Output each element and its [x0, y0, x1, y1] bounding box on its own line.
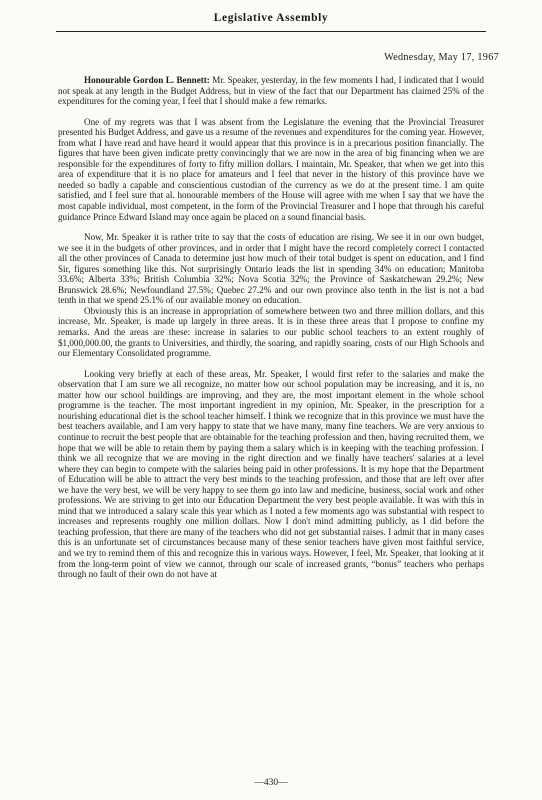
session-date: Wednesday, May 17, 1967: [384, 52, 499, 63]
paragraph-text: Looking very briefly at each of these areas, Mr. Speaker, I would first refer to the salaries and make the observation that I am sure we all recognize, no matter how our school population may be increasing, and it is, no matter how our school buildings are improving, and they are, the most important element in the whole school programme is the teacher. The most important ingredient in my opinion, Mr. Speaker, in the prescription for a nourishing educational diet is the school teacher himself. I think we recognize that in this province we must have the best teachers available, and I am very happy to state that we have many, many fine teachers. We are very anxious to continue to recruit the best people that are obtainable for the teaching profession and then, having recruited them, we hope that we will be able to retain them by paying them a salary which is in keeping with the teaching profession. I think we all recognize that we are moving in the right direction and we finally have teachers' salaries at a level where they can begin to compete with the salaries being paid in other professions. It is my hope that the Department of Education will be able to attract the very best minds to the teaching profession, and those that are left over after we have the very best, we will be very happy to see them go into law and medicine, business, social work and other professions. We are striving to get into our Education Department the very best people available. It was with this in mind that we introduced a salary scale this year which as I noted a few moments ago was substantial with respect to increases and represents roughly one million dollars. Now I don't mind admitting publicly, as I did before the teaching profession, that there are many of the teachers who did not get substantial raises. I admit that in many cases this is an unfortunate set of circumstances because many of these senior teachers have given most faithful service, and we try to remind them of this and recognize this in various ways. However, I feel, Mr. Speaker, that looking at it from the long-term point of view we cannot, through our scale of increased grants, “bonus” teachers who perhaps through no fault of their own do not have at: [58, 368, 484, 580]
paragraph: [58, 369, 484, 580]
page-number: —430—: [254, 778, 288, 788]
paragraph-text: Mr. Speaker, yesterday, in the few moments I had, I indicated that I would not speak at any length in the Budget Address, but in view of the fact that our Department has claimed 25% of the expenditures for the coming year, I feel that I should make a few remarks.: [58, 75, 484, 107]
paragraph-text: One of my regrets was that I was absent from the Legislature the evening that the Provincial Treasurer presented his Budget Address, and gave us a resume of the revenues and expenditures for the coming year. However, from what I have read and have heard it would appear that this province is in a precarious position financially. The figures that have been given indicate pretty convincingly that we are now in the area of big financing when we are responsible for the expenditures of forty to fifty million dollars. I maintain, Mr. Speaker, that when we get into this area of expenditure that it is no place for amateurs and I feel that never in the history of this province have we needed so badly a capable and conscientious custodian of the currency as we do at the present time. I am quite satisfied, and I feel sure that al. honourable members of the House will agree with me when I say that we have the most capable individual, most competent, in the form of the Provincial Treasurer and I hope that through his careful guidance Prince Edward Island may once again be placed on a sound financial basis.: [58, 116, 484, 222]
paragraph: [58, 117, 484, 222]
paragraph: [58, 306, 484, 359]
running-header: Legislative Assembly: [213, 12, 329, 24]
paragraph-text: Now, Mr. Speaker it is rather trite to say that the costs of education are rising. We see it in our own budget, we see it in the budgets of other provinces, and in order that I might have the record completely correct I contacted all the other provinces of Canada to determine just how much of their total budget is spent on education, and I find Sir, figures something like this. Not surprisingly Ontario leads the list in spending 34% on education; Manitoba 33.6%; Alberta 33%; British Columbia 32%; Nova Scotia 32%; the Province of Saskatchewan 29.2%; New Brunswick 28.6%; Newfoundland 27.5%; Quebec 27.2% and our own province also tenth in the list is not a bad tenth in that we spend 25.1% of our available money on education.: [58, 232, 484, 306]
speaker-name: Honourable Gordon L. Bennett:: [84, 75, 210, 85]
body-text: [58, 75, 484, 590]
paragraph-text: Obviously this is an increase in appropriation of somewhere between two and three million dollars, and this increase, Mr. Speaker, is made up largely in three areas. It is in these three areas that I propose to confine my remarks. And the areas are these: increase in salaries to our public school teachers to an extent roughly of $1,000,000.00, the grants to Universities, and thirdly, the soaring, and rapidly soaring, costs of our High Schools and our Elementary Consolidated programme.: [58, 305, 484, 359]
header-rule: [56, 31, 486, 32]
paragraph: [58, 75, 484, 107]
paragraph: [58, 232, 484, 306]
